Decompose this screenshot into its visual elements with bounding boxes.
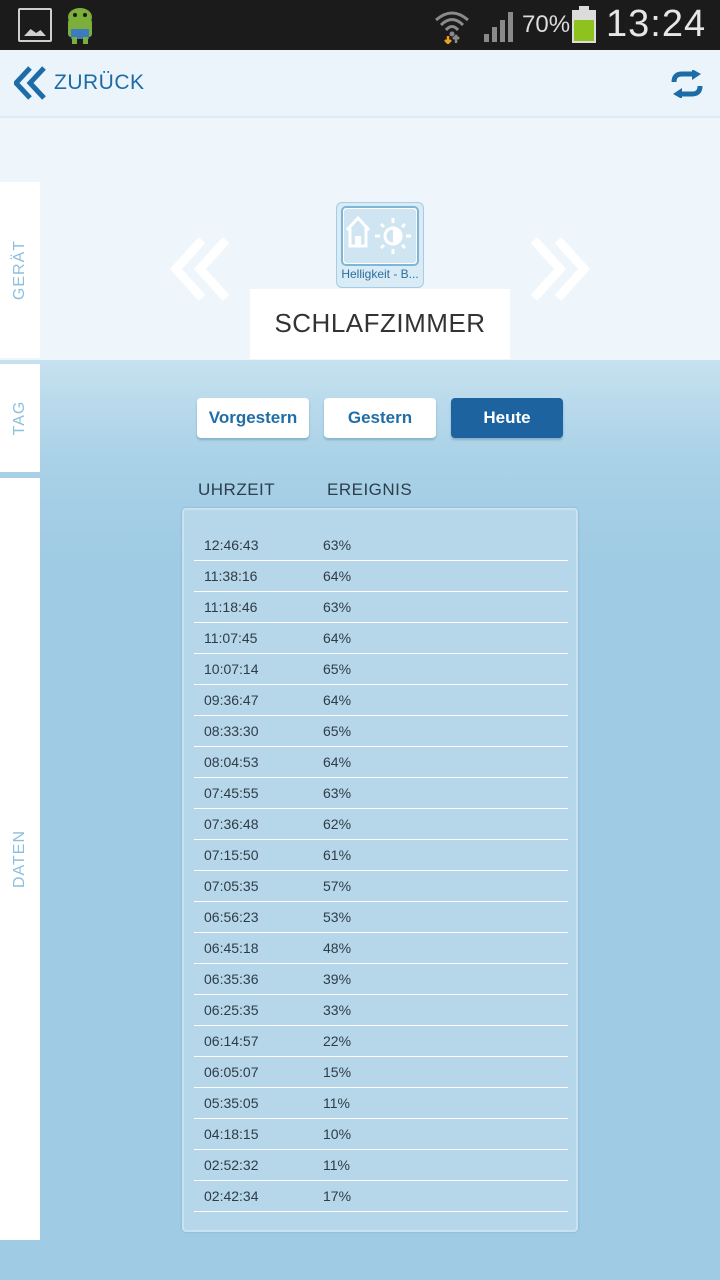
- room-name: SCHLAFZIMMER: [274, 308, 486, 338]
- table-row: [194, 561, 568, 592]
- cell-event: 64%: [323, 568, 352, 584]
- cell-event: 10%: [323, 1126, 352, 1142]
- table-row: [194, 933, 568, 964]
- cell-event: 15%: [323, 1064, 352, 1080]
- cell-time: 11:18:46: [204, 599, 258, 615]
- table-row: [194, 592, 568, 623]
- table-row: [194, 716, 568, 747]
- device-tile-label: Helligkeit - B...: [341, 267, 419, 281]
- cell-time: 04:18:15: [204, 1126, 259, 1142]
- table-row: [194, 1150, 568, 1181]
- cell-time: 07:36:48: [204, 816, 259, 832]
- table-row: [194, 871, 568, 902]
- cell-time: 06:45:18: [204, 940, 259, 956]
- cell-time: 09:36:47: [204, 692, 259, 708]
- cell-event: 65%: [323, 723, 352, 739]
- cell-time: 11:38:16: [204, 568, 258, 584]
- previous-device-icon[interactable]: [170, 238, 232, 300]
- column-header-event: EREIGNIS: [327, 480, 413, 499]
- side-tab-device-label: GERÄT: [11, 239, 28, 301]
- android-icon: [62, 5, 98, 45]
- cell-event: 64%: [323, 630, 352, 646]
- cell-time: 12:46:43: [204, 537, 259, 553]
- cell-event: 17%: [323, 1188, 352, 1204]
- cell-time: 08:04:53: [204, 754, 259, 770]
- cell-event: 64%: [323, 692, 352, 708]
- house-brightness-icon: [341, 206, 419, 266]
- table-row: [194, 1088, 568, 1119]
- status-time: 13:24: [606, 3, 707, 45]
- battery-icon: [571, 6, 597, 44]
- cell-time: 06:05:07: [204, 1064, 259, 1080]
- table-row: [194, 1026, 568, 1057]
- cell-time: 08:33:30: [204, 723, 259, 739]
- cell-time: 07:45:55: [204, 785, 259, 801]
- cell-time: 05:35:05: [204, 1095, 259, 1111]
- cell-event: 64%: [323, 754, 352, 770]
- signal-icon: [482, 8, 518, 42]
- cell-time: 02:42:34: [204, 1188, 259, 1204]
- cell-event: 53%: [323, 909, 352, 925]
- cell-time: 07:15:50: [204, 847, 259, 863]
- cell-event: 48%: [323, 940, 352, 956]
- battery-percent: 70%: [522, 11, 571, 38]
- back-button[interactable]: [14, 66, 145, 100]
- cell-event: 63%: [323, 785, 352, 801]
- cell-event: 57%: [323, 878, 352, 894]
- refresh-icon[interactable]: [670, 70, 704, 98]
- cell-time: 06:35:36: [204, 971, 259, 987]
- side-tab-data[interactable]: [0, 478, 40, 1240]
- cell-time: 06:14:57: [204, 1033, 259, 1049]
- table-row: [194, 809, 568, 840]
- device-tile[interactable]: [336, 202, 424, 288]
- cell-event: 22%: [323, 1033, 352, 1049]
- cell-time: 06:56:23: [204, 909, 259, 925]
- table-row: [194, 1119, 568, 1150]
- table-row: [194, 685, 568, 716]
- next-device-icon[interactable]: [528, 238, 590, 300]
- event-rows: [194, 530, 568, 1212]
- side-tab-day-label: TAG: [11, 400, 28, 436]
- cell-event: 63%: [323, 599, 352, 615]
- table-row: [194, 623, 568, 654]
- table-row: [194, 530, 568, 561]
- table-row: [194, 840, 568, 871]
- cell-event: 65%: [323, 661, 352, 677]
- event-table: [182, 508, 578, 1232]
- cell-event: 61%: [323, 847, 352, 863]
- table-row: [194, 654, 568, 685]
- cell-event: 33%: [323, 1002, 352, 1018]
- column-header-time: UHRZEIT: [198, 480, 276, 499]
- cell-time: 07:05:35: [204, 878, 259, 894]
- wifi-icon: [432, 6, 472, 44]
- back-label: ZURÜCK: [54, 71, 145, 94]
- cell-event: 11%: [323, 1157, 350, 1173]
- cell-time: 06:25:35: [204, 1002, 259, 1018]
- side-tab-data-label: DATEN: [11, 829, 28, 889]
- table-row: [194, 747, 568, 778]
- cell-time: 02:52:32: [204, 1157, 259, 1173]
- table-row: [194, 964, 568, 995]
- table-row: [194, 1057, 568, 1088]
- day-button-vorgestern[interactable]: Vorgestern: [197, 398, 309, 438]
- cell-time: 11:07:45: [204, 630, 258, 646]
- table-row: [194, 778, 568, 809]
- cell-event: 11%: [323, 1095, 350, 1111]
- table-row: [194, 902, 568, 933]
- top-bar: [0, 50, 720, 118]
- cell-event: 63%: [323, 537, 352, 553]
- status-bar: [0, 0, 720, 50]
- side-tab-day[interactable]: [0, 364, 40, 472]
- cell-time: 10:07:14: [204, 661, 259, 677]
- gallery-icon: [18, 8, 52, 42]
- double-chevron-left-icon: [14, 66, 48, 100]
- cell-event: 62%: [323, 816, 352, 832]
- table-row: [194, 995, 568, 1026]
- side-tab-device[interactable]: [0, 182, 40, 358]
- cell-event: 39%: [323, 971, 352, 987]
- table-row: [194, 1181, 568, 1212]
- room-box: [250, 289, 510, 359]
- day-button-heute[interactable]: Heute: [451, 398, 563, 438]
- day-button-gestern[interactable]: Gestern: [324, 398, 436, 438]
